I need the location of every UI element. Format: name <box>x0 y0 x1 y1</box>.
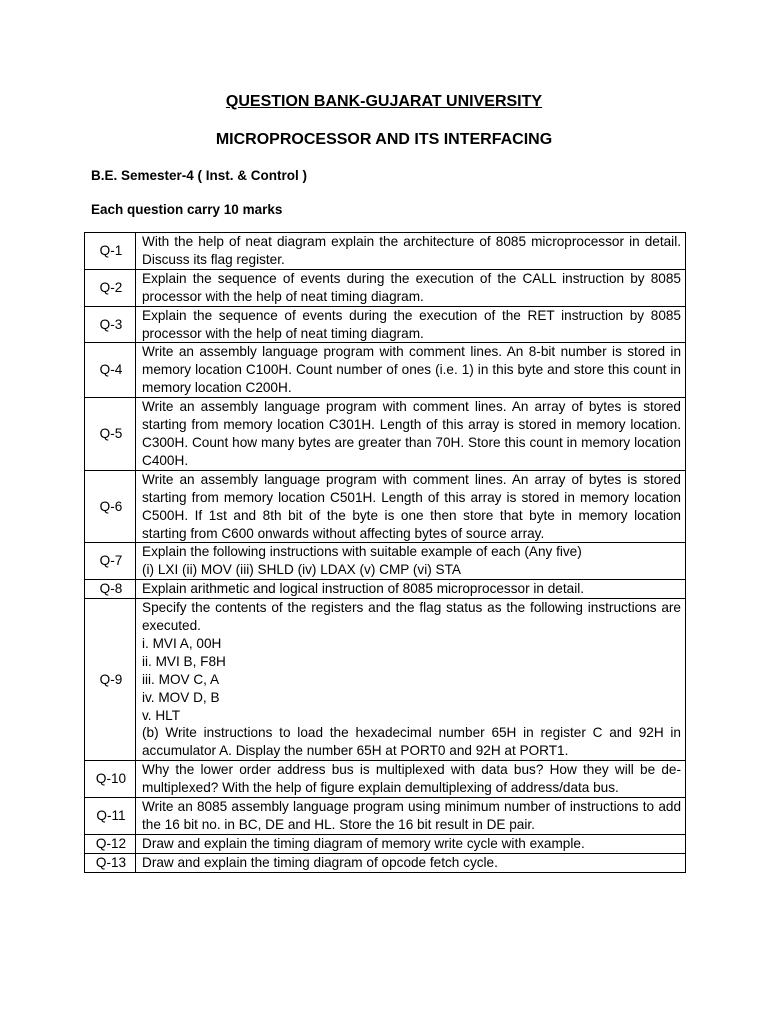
question-number: Q-1 <box>85 233 136 270</box>
question-text <box>136 306 686 343</box>
question-text-line: With the help of neat diagram explain the architecture of 8085 microprocessor in detail. Discuss its flag register. <box>142 234 681 267</box>
question-row <box>85 306 686 343</box>
question-text-line: v. HLT <box>142 707 181 723</box>
subject-title: MICROPROCESSOR AND ITS INTERFACING <box>215 131 553 148</box>
question-row <box>85 580 686 599</box>
question-number: Q-10 <box>85 761 136 798</box>
question-row <box>85 599 686 761</box>
question-text <box>136 599 686 761</box>
question-text-line: Write an 8085 assembly language program using minimum number of instructions to add the 16 bit no. in BC, DE and HL. Store the 16 bit result in DE pair. <box>142 799 681 832</box>
semester-info: B.E. Semester-4 ( Inst. & Control ) <box>91 168 308 183</box>
question-text <box>136 398 686 471</box>
question-text-line: i. MVI A, 00H <box>142 635 222 651</box>
question-text-line: Draw and explain the timing diagram of memory write cycle with example. <box>142 835 585 851</box>
question-text <box>136 269 686 306</box>
question-text-line: Write an assembly language program with comment lines. An array of bytes is stored starting from memory location C501H. Length of this array is stored in memory location C500H. If 1st and 8th bit of the byte is one then store that byte in memory location starting from C600 onwards without affecting bytes of source array. <box>142 471 681 541</box>
question-number: Q-9 <box>85 599 136 761</box>
question-row <box>85 543 686 580</box>
marks-note: Each question carry 10 marks <box>91 202 283 217</box>
question-number: Q-6 <box>85 470 136 543</box>
question-text <box>136 761 686 798</box>
question-text-line: Why the lower order address bus is multiplexed with data bus? How they will be de-multiplexed? With the help of figure explain demultiplexing of address/data bus. <box>142 762 681 796</box>
question-row <box>85 233 686 270</box>
question-text-line: Draw and explain the timing diagram of opcode fetch cycle. <box>142 854 498 870</box>
question-text <box>136 543 686 580</box>
question-row <box>85 798 686 835</box>
question-text-line: iii. MOV C, A <box>142 671 220 687</box>
question-number: Q-8 <box>85 580 136 599</box>
question-number: Q-4 <box>85 343 136 398</box>
question-text-line: Explain the sequence of events during the execution of the CALL instruction by 8085 processor with the help of neat timing diagram. <box>142 270 681 304</box>
question-text <box>136 580 686 599</box>
question-number: Q-3 <box>85 306 136 343</box>
question-text <box>136 470 686 543</box>
document-title: QUESTION BANK-GUJARAT UNIVERSITY <box>225 93 543 110</box>
question-text <box>136 853 686 872</box>
question-text <box>136 343 686 398</box>
question-number: Q-13 <box>85 853 136 872</box>
question-text-line: Explain arithmetic and logical instruction of 8085 microprocessor in detail. <box>142 581 585 597</box>
question-row <box>85 269 686 306</box>
question-row <box>85 398 686 471</box>
question-text <box>136 233 686 270</box>
question-text <box>136 798 686 835</box>
question-text-line: Write an assembly language program with comment lines. An 8-bit number is stored in memory location C100H. Count number of ones (i.e. 1) in this byte and store this count in memory location C200H. <box>142 344 681 396</box>
question-text-line: Explain the following instructions with suitable example of each (Any five) <box>142 544 582 560</box>
question-text-line: iv. MOV D, B <box>142 689 220 705</box>
question-text <box>136 834 686 853</box>
question-row <box>85 470 686 543</box>
question-text-line: Explain the sequence of events during the execution of the RET instruction by 8085 processor with the help of neat timing diagram. <box>142 307 681 341</box>
question-text-line: (b) Write instructions to load the hexadecimal number 65H in register C and 92H in accumulator A. Display the number 65H at PORT0 and 92H at PORT1. <box>142 725 681 759</box>
question-number: Q-5 <box>85 398 136 471</box>
question-number: Q-12 <box>85 834 136 853</box>
question-text-line: ii. MVI B, F8H <box>142 653 226 669</box>
question-table <box>84 232 686 873</box>
question-text-line: Specify the contents of the registers and the flag status as the following instructions are executed. <box>142 600 681 634</box>
question-row <box>85 834 686 853</box>
question-number: Q-2 <box>85 269 136 306</box>
question-number: Q-7 <box>85 543 136 580</box>
question-row <box>85 853 686 872</box>
question-row <box>85 761 686 798</box>
question-number: Q-11 <box>85 798 136 835</box>
question-row <box>85 343 686 398</box>
question-text-line: Write an assembly language program with comment lines. An array of bytes is stored starting from memory location C301H. Length of this array is stored in memory location. C300H. Count how many bytes are greater than 70H. Store this count in memory location C400H. <box>142 399 681 468</box>
question-text-line: (i) LXI (ii) MOV (iii) SHLD (iv) LDAX (v) CMP (vi) STA <box>142 562 461 578</box>
